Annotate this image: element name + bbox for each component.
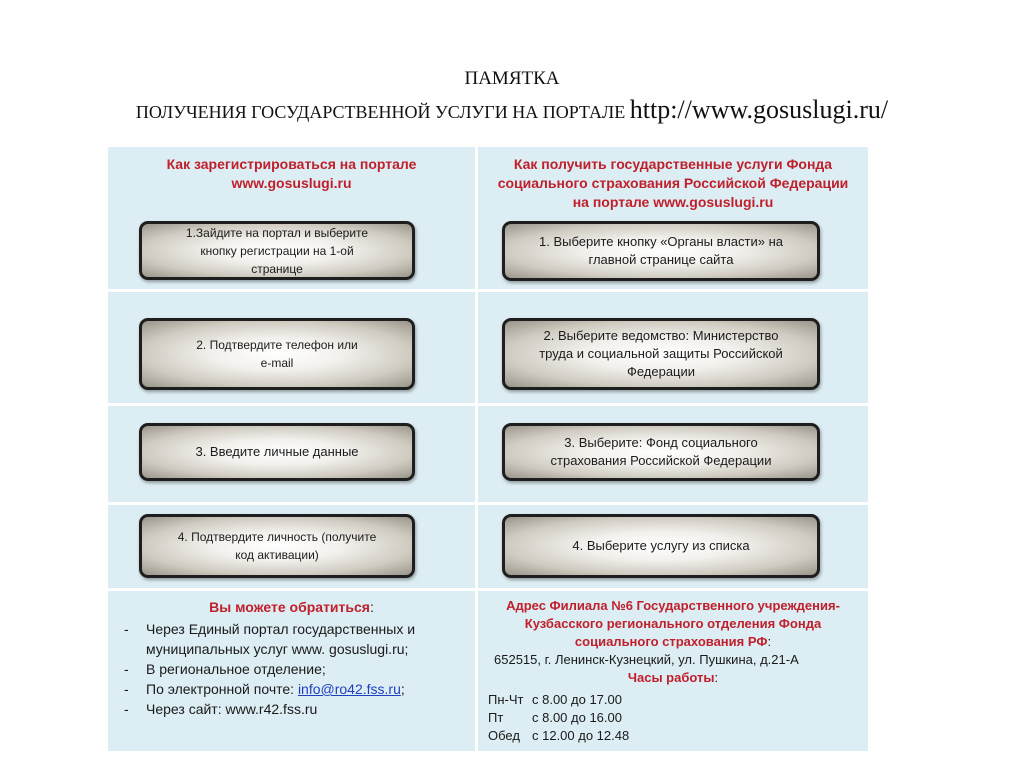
left-cell-3 <box>108 406 475 502</box>
left-step-4: 4. Подтвердите личность (получите код активации) <box>139 514 415 578</box>
portal-url[interactable]: http://www.gosuslugi.ru/ <box>629 95 889 124</box>
instructions-table <box>108 147 868 751</box>
contact-item-regional: - В региональное отделение; <box>116 659 467 679</box>
page-subtitle <box>0 95 1024 125</box>
hours-title: Часы работы: <box>627 670 719 685</box>
right-step-4: 4. Выберите услугу из списка <box>502 514 820 578</box>
address-title: Адрес Филиала №6 Государственного учреждения- Кузбасского регионального отделения Фонда социального страхования РФ: <box>506 598 840 649</box>
right-step-3: 3. Выберите: Фонд социального страхования Российской Федерации <box>502 423 820 481</box>
schedule-row: Обед с 12.00 до 12.48 <box>488 728 630 743</box>
address-block <box>478 597 868 745</box>
address-cell <box>478 591 868 751</box>
left-step-2: 2. Подтвердите телефон или e-mail <box>139 318 415 390</box>
email-link[interactable]: info@ro42.fss.ru <box>297 681 401 697</box>
left-column-heading: Как зарегистрироваться на портале www.gosuslugi.ru <box>166 156 417 191</box>
schedule <box>478 691 868 745</box>
left-cell-2 <box>108 292 475 403</box>
contact-cell <box>108 591 475 751</box>
left-cell-4 <box>108 505 475 588</box>
schedule-row: Пт с 8.00 до 16.00 <box>488 710 622 725</box>
contact-item-email: - По электронной почте: info@ro42.fss.ru; <box>116 679 467 699</box>
left-step-3: 3. Введите личные данные <box>139 423 415 481</box>
schedule-row: Пн-Чт с 8.00 до 17.00 <box>488 692 622 707</box>
subtitle-text: ПОЛУЧЕНИЯ ГОСУДАРСТВЕННОЙ УСЛУГИ НА ПОРТАЛЕ <box>135 102 626 122</box>
contact-block <box>108 597 475 719</box>
right-cell-4 <box>478 505 868 588</box>
right-step-2: 2. Выберите ведомство: Министерство труда и социальной защиты Российской Федерации <box>502 318 820 390</box>
right-cell-1 <box>478 147 868 289</box>
right-cell-3 <box>478 406 868 502</box>
right-column-heading: Как получить государственные услуги Фонда социального страхования Российской Федерации на портале www.gosuslugi.ru <box>497 156 849 210</box>
street-address: 652515, г. Ленинск-Кузнецкий, ул. Пушкина, д.21-А <box>494 652 799 667</box>
contact-item-portal: - Через Единый портал государственных и муниципальных услуг www. gosuslugi.ru; <box>116 619 467 659</box>
left-step-1: 1.Зайдите на портал и выберите кнопку регистрации на 1-ой странице <box>139 221 415 280</box>
contact-item-site: - Через сайт: www.r42.fss.ru <box>116 699 467 719</box>
right-step-1: 1. Выберите кнопку «Органы власти» на главной странице сайта <box>502 221 820 281</box>
right-cell-2 <box>478 292 868 403</box>
left-cell-1 <box>108 147 475 289</box>
contact-title: Вы можете обратиться: <box>209 599 374 615</box>
contact-list <box>116 619 467 719</box>
page-title: ПАМЯТКА <box>464 68 560 89</box>
